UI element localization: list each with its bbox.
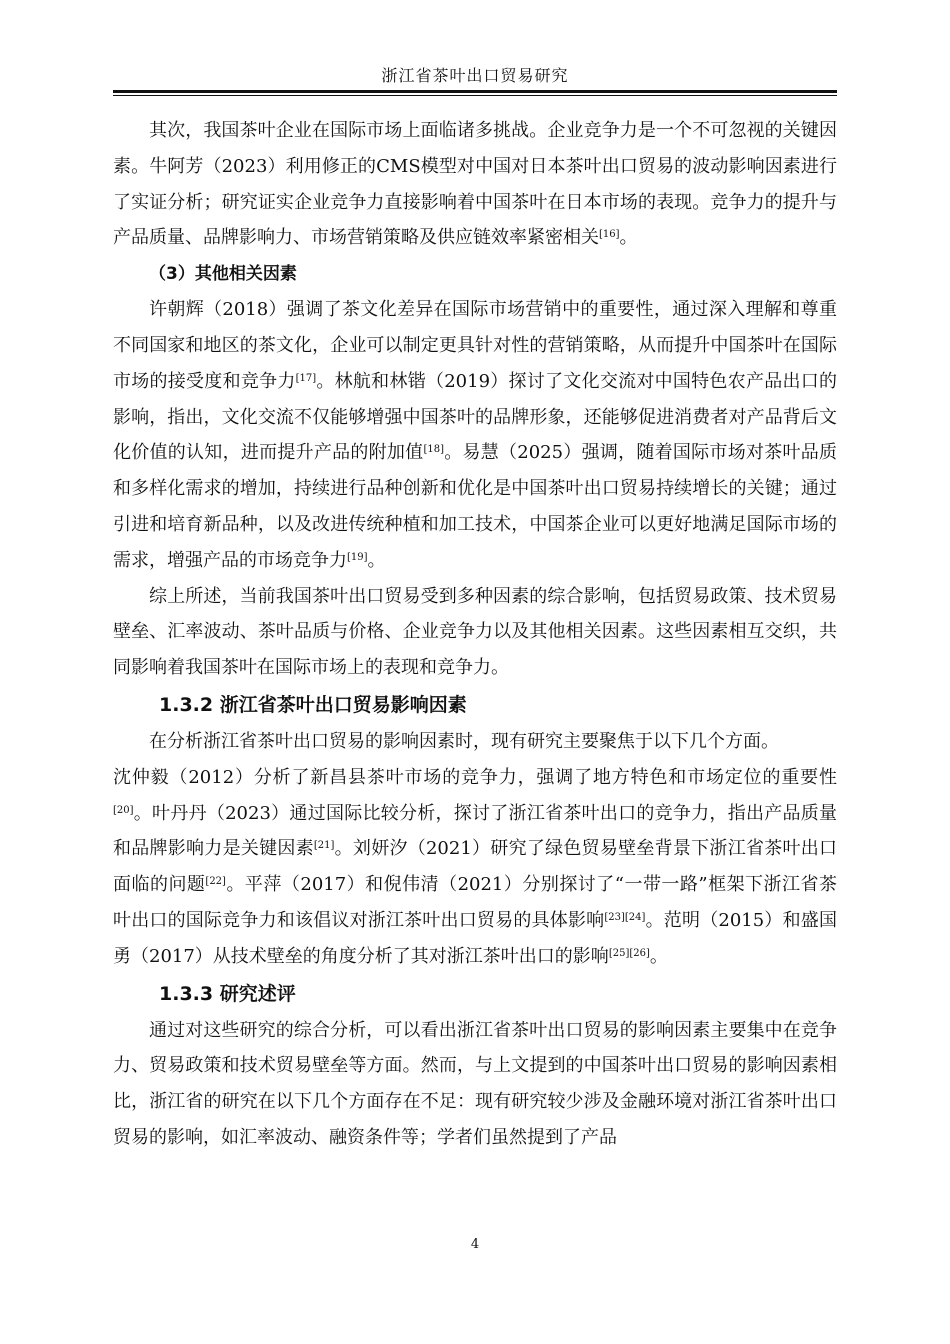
paragraph [113,760,837,975]
running-header: 浙江省茶叶出口贸易研究 [381,66,569,85]
paragraph [113,113,837,256]
subheading: （3）其他相关因素 [149,264,297,285]
citation: [23][24] [604,911,646,923]
section-heading: 1.3.2 浙江省茶叶出口贸易影响因素 [159,693,467,716]
paragraph [113,292,837,578]
citation: [19] [347,551,368,563]
paragraph-text: 。 [649,945,668,967]
citation: [18] [423,444,444,456]
paragraph: 在分析浙江省茶叶出口贸易的影响因素时，现有研究主要聚焦于以下几个方面。 [149,730,779,752]
paragraph: 通过对这些研究的综合分析，可以看出浙江省茶叶出口贸易的影响因素主要集中在竞争力、贸易政策和技术贸易壁垒等方面。然而，与上文提到的中国茶叶出口贸易的影响因素相比，浙江省的研究在以下几个方面存在不足：现有研究较少涉及金融环境对浙江省茶叶出口贸易的影响，如汇率波动、融资条件等；学者们虽然提到了产品 [113,1019,837,1148]
citation: [20] [113,804,134,816]
paragraph-text: 其次，我国茶叶企业在国际市场上面临诸多挑战。企业竞争力是一个不可忽视的关键因素。牛阿芳（2023）利用修正的CMS模型对中国对日本茶叶出口贸易的波动影响因素进行了实证分析；研究证实企业竞争力直接影响着中国茶叶在日本市场的表现。竞争力的提升与产品质量、品牌影响力、市场营销策略及供应链效率紧密相关 [113,120,837,249]
body-text [113,113,837,1156]
paragraph-text: 。 [367,549,386,571]
paragraph-text: 许朝辉（2018）强调了茶文化差异在国际市场营销中的重要性，通过深入理解和尊重不同国家和地区的茶文化，企业可以制定更具针对性的营销策略，从而提升中国茶叶在国际市场的接受度和竞争力 [113,299,837,392]
citation: [17] [295,372,317,384]
paragraph-text: 。 [619,227,638,249]
paragraph-text: 。叶丹丹（2023）通过国际比较分析，探讨了浙江省茶叶出口的竞争力，指出产品质量和品牌影响力是关键因素 [113,802,837,860]
paragraph-text: 。范明（2015）和盛国勇（2017）从技术壁垒的角度分析了其对浙江茶叶出口的影响 [113,909,837,967]
paragraph-text: 。刘妍汐（2021）研究了绿色贸易壁垒背景下浙江省茶叶出口面临的问题 [113,838,837,896]
paragraph-text: 沈仲毅（2012）分析了新昌县茶叶市场的竞争力，强调了地方特色和市场定位的重要性 [113,766,837,788]
paragraph-text: 。易慧（2025）强调，随着国际市场对茶叶品质和多样化需求的增加，持续进行品种创新和优化是中国茶叶出口贸易持续增长的关键；通过引进和培育新品种，以及改进传统种植和加工技术，中国茶企业可以更好地满足国际市场的需求，增强产品的市场竞争力 [113,442,837,571]
citation: [16] [599,229,620,241]
section-heading: 1.3.3 研究述评 [159,982,296,1005]
citation: [22] [205,876,226,888]
paragraph-text: 。林航和林锴（2019）探讨了文化交流对中国特色农产品出口的影响，指出，文化交流不仅能够增强中国茶叶的品牌形象，还能够促进消费者对产品背后文化价值的认知，进而提升产品的附加值 [113,370,837,464]
paragraph: 综上所述，当前我国茶叶出口贸易受到多种因素的综合影响，包括贸易政策、技术贸易壁垒、汇率波动、茶叶品质与价格、企业竞争力以及其他相关因素。这些因素相互交织，共同影响着我国茶叶在国际市场上的表现和竞争力。 [113,585,837,679]
header-rule-thin [113,95,837,96]
header-rule-thick [113,90,837,93]
paragraph-text: 。平萍（2017）和倪伟清（2021）分别探讨了“一带一路”框架下浙江省茶叶出口的国际竞争力和该倡议对浙江茶叶出口贸易的具体影响 [113,874,837,931]
citation: [25][26] [608,947,650,959]
page-number: 4 [470,1237,480,1252]
citation: [21] [313,840,335,852]
